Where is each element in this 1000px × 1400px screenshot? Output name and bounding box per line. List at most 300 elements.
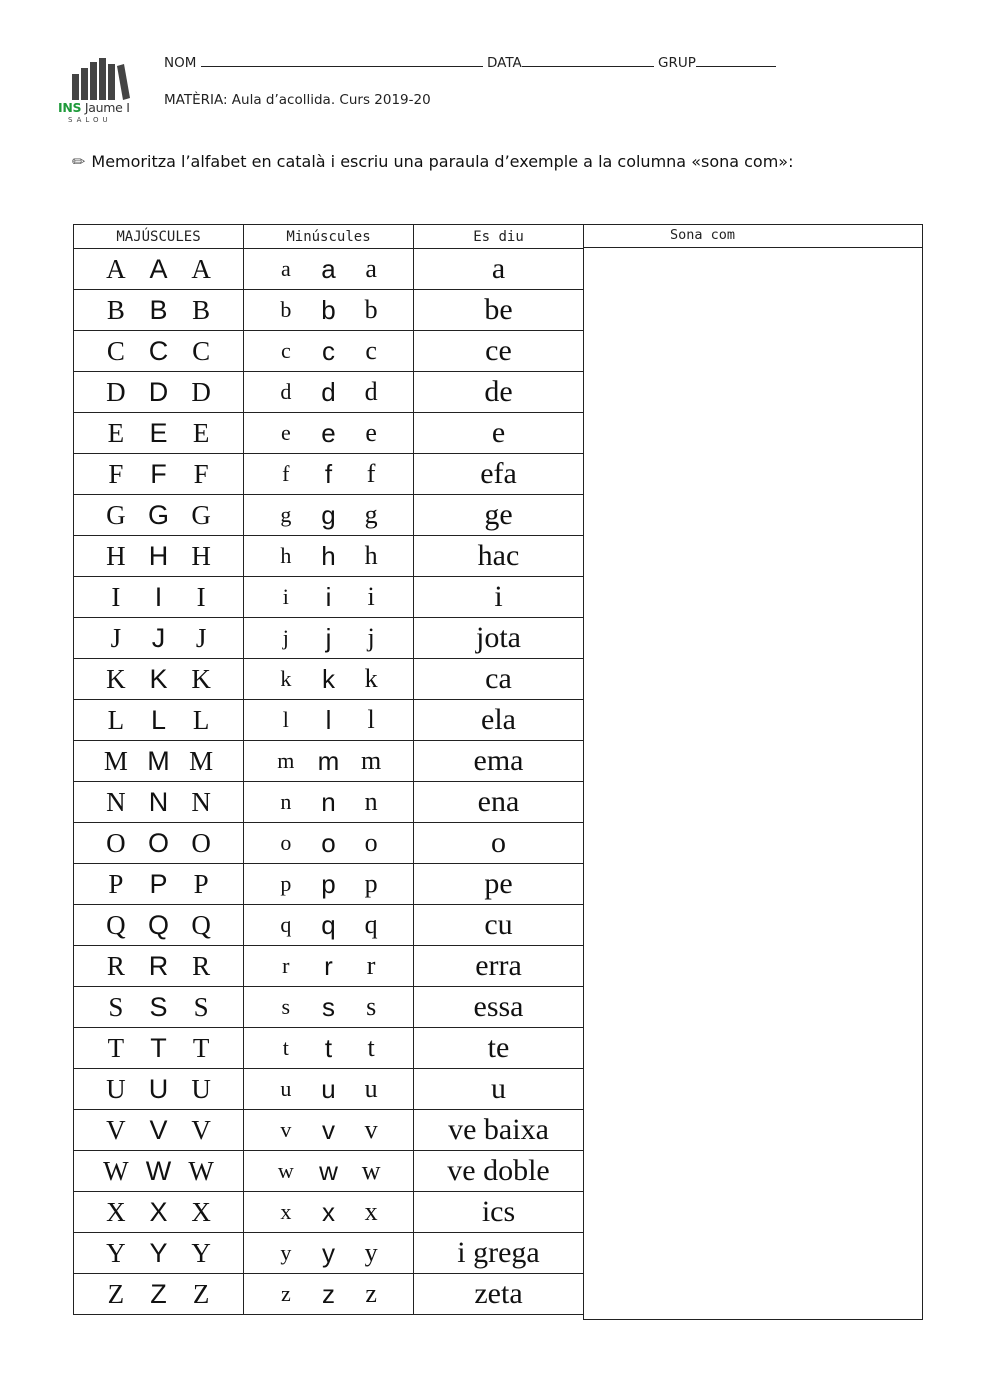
uppercase-letter-sans: V: [149, 1114, 168, 1145]
lowercase-cell: [244, 1192, 414, 1233]
uppercase-letter-serif: K: [191, 663, 211, 694]
lowercase-cell: [244, 987, 414, 1028]
lowercase-letter-serif: p: [364, 869, 378, 898]
table-row: [74, 577, 584, 618]
lowercase-cell: [244, 536, 414, 577]
lowercase-letter-sans: l: [325, 704, 332, 735]
lowercase-letter-serif: j: [367, 623, 375, 652]
lowercase-cell: [244, 741, 414, 782]
lowercase-cell: [244, 864, 414, 905]
letter-name-cell: [414, 618, 584, 659]
letter-name-cell: [414, 823, 584, 864]
header-majuscules: MAJÚSCULES: [74, 225, 244, 249]
table-row: [74, 413, 584, 454]
letter-name: i grega: [457, 1236, 540, 1269]
uppercase-letter-serif: M: [103, 745, 128, 776]
lowercase-letter-sans: o: [321, 827, 336, 858]
uppercase-letter-serif: N: [191, 786, 211, 817]
uppercase-letter-sans: B: [149, 294, 168, 325]
uppercase-letter-serif: U: [191, 1073, 211, 1104]
letter-name: ve baixa: [448, 1113, 549, 1146]
uppercase-cell: [74, 1233, 244, 1274]
table-row: [74, 372, 584, 413]
lowercase-letter-serif: d: [364, 377, 378, 406]
lowercase-letter-sans: a: [321, 253, 336, 284]
table-row: [74, 1151, 584, 1192]
logo-city: SALOU: [68, 116, 112, 124]
lowercase-letter-serif-small: i: [282, 584, 289, 609]
table-row: [74, 864, 584, 905]
lowercase-letter-sans: g: [321, 499, 336, 530]
uppercase-letter-sans: T: [150, 1032, 167, 1063]
header-minuscules: Minúscules: [244, 225, 414, 249]
uppercase-cell: [74, 1110, 244, 1151]
uppercase-letter-sans: C: [148, 335, 169, 366]
lowercase-letter-sans: s: [321, 991, 335, 1022]
uppercase-letter-serif: S: [193, 991, 209, 1022]
uppercase-letter-sans: K: [149, 663, 168, 694]
letter-name-cell: [414, 1233, 584, 1274]
lowercase-letter-serif-small: u: [280, 1076, 292, 1101]
lowercase-letter-serif-small: n: [280, 789, 292, 814]
uppercase-letter-sans: E: [149, 417, 168, 448]
lowercase-letter-serif-small: a: [280, 256, 291, 281]
uppercase-cell: [74, 823, 244, 864]
table-row: [74, 331, 584, 372]
uppercase-letter-sans: F: [150, 458, 167, 489]
table-row: [74, 823, 584, 864]
lowercase-letter-serif: h: [364, 541, 378, 570]
uppercase-cell: [74, 577, 244, 618]
uppercase-letter-sans: P: [149, 868, 168, 899]
table-row: [74, 946, 584, 987]
uppercase-cell: [74, 249, 244, 290]
books-logo-icon: [70, 58, 130, 102]
uppercase-letter-sans: Y: [149, 1237, 168, 1268]
lowercase-letter-serif-small: c: [280, 338, 291, 363]
lowercase-letter-serif-small: b: [280, 297, 292, 322]
uppercase-letter-serif: V: [106, 1114, 126, 1145]
lowercase-letter-serif-small: p: [280, 871, 292, 896]
lowercase-cell: [244, 823, 414, 864]
lowercase-letter-sans: i: [325, 581, 332, 612]
uppercase-letter-serif: N: [106, 786, 126, 817]
table-row: [74, 741, 584, 782]
uppercase-cell: [74, 987, 244, 1028]
uppercase-letter-serif: T: [107, 1032, 125, 1063]
table-row: [74, 1028, 584, 1069]
uppercase-cell: [74, 331, 244, 372]
nom-field[interactable]: [201, 54, 483, 67]
letter-name-cell: [414, 1274, 584, 1315]
lowercase-cell: [244, 1028, 414, 1069]
uppercase-letter-serif: Q: [106, 909, 126, 940]
uppercase-cell: [74, 454, 244, 495]
uppercase-letter-serif: Z: [107, 1278, 125, 1309]
lowercase-letter-serif-small: v: [280, 1117, 292, 1142]
uppercase-letter-serif: I: [196, 581, 206, 612]
table-row: [74, 1233, 584, 1274]
letter-name-cell: [414, 1151, 584, 1192]
lowercase-letter-sans: r: [324, 950, 333, 981]
sona-com-column: [583, 224, 923, 1320]
letter-name: erra: [475, 949, 522, 982]
uppercase-cell: [74, 1069, 244, 1110]
letter-name-cell: [414, 1192, 584, 1233]
uppercase-letter-serif: X: [106, 1196, 126, 1227]
lowercase-cell: [244, 331, 414, 372]
letter-name-cell: [414, 905, 584, 946]
lowercase-letter-sans: b: [321, 294, 336, 325]
lowercase-letter-serif: g: [364, 500, 378, 529]
uppercase-letter-serif: P: [108, 868, 124, 899]
uppercase-letter-serif: G: [106, 499, 126, 530]
uppercase-letter-serif: F: [193, 458, 209, 489]
uppercase-letter-serif: H: [191, 540, 211, 571]
uppercase-letter-sans: N: [148, 786, 169, 817]
lowercase-letter-sans: u: [321, 1073, 336, 1104]
uppercase-letter-sans: O: [147, 827, 169, 858]
header-sona-com: Sona com: [584, 225, 922, 248]
uppercase-letter-sans: I: [154, 581, 163, 612]
uppercase-letter-serif: J: [195, 622, 207, 653]
uppercase-letter-serif: A: [106, 253, 126, 284]
letter-name-cell: [414, 372, 584, 413]
lowercase-letter-serif-small: q: [280, 912, 292, 937]
lowercase-cell: [244, 1274, 414, 1315]
uppercase-cell: [74, 782, 244, 823]
uppercase-letter-serif: L: [107, 704, 125, 735]
uppercase-cell: [74, 1192, 244, 1233]
letter-name: hac: [477, 539, 520, 572]
letter-name: zeta: [474, 1277, 523, 1310]
lowercase-cell: [244, 1110, 414, 1151]
uppercase-letter-sans: L: [150, 704, 166, 735]
letter-name: be: [484, 293, 513, 326]
lowercase-letter-sans: k: [321, 663, 335, 694]
lowercase-letter-serif: c: [365, 336, 377, 365]
uppercase-letter-serif: C: [192, 335, 211, 366]
letter-name-cell: [414, 495, 584, 536]
table-row: [74, 782, 584, 823]
lowercase-letter-serif: u: [364, 1074, 378, 1103]
uppercase-letter-sans: Q: [147, 909, 169, 940]
letter-name-cell: [414, 782, 584, 823]
letter-name-cell: [414, 987, 584, 1028]
lowercase-letter-serif-small: d: [280, 379, 292, 404]
lowercase-letter-serif: l: [367, 705, 375, 734]
letter-name: a: [491, 252, 506, 285]
lowercase-letter-serif-small: e: [280, 420, 291, 445]
lowercase-letter-sans: f: [324, 458, 333, 489]
lowercase-letter-serif-small: x: [280, 1199, 292, 1224]
lowercase-cell: [244, 700, 414, 741]
instruction-text: Memoritza l’alfabet en català i escriu una paraula d’exemple a la columna «sona com»:: [91, 152, 794, 171]
lowercase-letter-serif-small: l: [282, 707, 289, 732]
lowercase-letter-serif: b: [364, 295, 378, 324]
table-row: [74, 905, 584, 946]
uppercase-letter-sans: S: [149, 991, 168, 1022]
lowercase-letter-serif-small: r: [282, 953, 290, 978]
uppercase-letter-serif: K: [106, 663, 126, 694]
lowercase-letter-serif: f: [366, 459, 376, 488]
data-field[interactable]: [522, 54, 654, 67]
uppercase-letter-serif: U: [106, 1073, 126, 1104]
lowercase-letter-serif-small: g: [280, 502, 292, 527]
table-row: [74, 618, 584, 659]
letter-name: u: [491, 1072, 506, 1105]
uppercase-letter-serif: L: [192, 704, 210, 735]
uppercase-letter-sans: W: [145, 1155, 172, 1186]
uppercase-letter-serif: X: [191, 1196, 211, 1227]
lowercase-letter-serif: q: [364, 910, 378, 939]
uppercase-cell: [74, 741, 244, 782]
letter-name: de: [484, 375, 513, 408]
lowercase-letter-sans: m: [317, 745, 340, 776]
uppercase-cell: [74, 1274, 244, 1315]
uppercase-letter-serif: M: [189, 745, 214, 776]
uppercase-cell: [74, 536, 244, 577]
lowercase-letter-sans: e: [321, 417, 336, 448]
nom-label: NOM: [164, 55, 197, 71]
lowercase-letter-sans: y: [321, 1237, 335, 1268]
uppercase-letter-sans: D: [148, 376, 169, 407]
lowercase-letter-sans: h: [321, 540, 336, 571]
lowercase-letter-serif-small: t: [282, 1035, 289, 1060]
table-row: [74, 536, 584, 577]
uppercase-letter-sans: A: [149, 253, 168, 284]
lowercase-letter-serif: y: [364, 1238, 378, 1267]
letter-name: cu: [484, 908, 513, 941]
letter-name-cell: [414, 1069, 584, 1110]
uppercase-letter-serif: Y: [106, 1237, 126, 1268]
data-label: DATA: [486, 55, 522, 71]
uppercase-cell: [74, 618, 244, 659]
lowercase-cell: [244, 946, 414, 987]
header-fields: [164, 54, 776, 71]
table-row: [74, 249, 584, 290]
lowercase-letter-serif-small: s: [281, 994, 291, 1019]
table-row: [74, 987, 584, 1028]
lowercase-letter-serif: t: [367, 1033, 375, 1062]
uppercase-letter-serif: R: [192, 950, 211, 981]
letter-name-cell: [414, 700, 584, 741]
uppercase-letter-serif: V: [191, 1114, 211, 1145]
uppercase-letter-serif: Y: [191, 1237, 211, 1268]
uppercase-letter-serif: G: [191, 499, 211, 530]
letter-name-cell: [414, 413, 584, 454]
letter-name: ce: [485, 334, 512, 367]
uppercase-cell: [74, 290, 244, 331]
lowercase-letter-sans: w: [319, 1155, 338, 1186]
lowercase-cell: [244, 290, 414, 331]
letter-name-cell: [414, 290, 584, 331]
uppercase-letter-serif: T: [192, 1032, 210, 1063]
uppercase-letter-serif: R: [106, 950, 125, 981]
lowercase-letter-sans: v: [321, 1114, 335, 1145]
uppercase-letter-serif: A: [191, 253, 211, 284]
table-row: [74, 700, 584, 741]
table-row: [74, 290, 584, 331]
letter-name-cell: [414, 741, 584, 782]
logo-text: INS Jaume I: [58, 100, 130, 115]
letter-name-cell: [414, 536, 584, 577]
lowercase-letter-serif-small: o: [280, 830, 292, 855]
uppercase-letter-sans: U: [148, 1073, 169, 1104]
uppercase-cell: [74, 495, 244, 536]
uppercase-cell: [74, 946, 244, 987]
uppercase-letter-serif: D: [191, 376, 211, 407]
uppercase-cell: [74, 700, 244, 741]
lowercase-letter-sans: p: [321, 868, 336, 899]
uppercase-letter-serif: B: [192, 294, 211, 325]
table-row: [74, 1110, 584, 1151]
lowercase-letter-serif-small: k: [280, 666, 292, 691]
letter-name: i: [494, 580, 503, 613]
lowercase-cell: [244, 454, 414, 495]
lowercase-letter-serif: w: [361, 1156, 381, 1185]
uppercase-letter-serif: W: [188, 1155, 214, 1186]
letter-name-cell: [414, 1110, 584, 1151]
letter-name: jota: [476, 621, 521, 654]
table-row: [74, 1069, 584, 1110]
uppercase-cell: [74, 1028, 244, 1069]
lowercase-letter-serif-small: z: [280, 1281, 291, 1306]
uppercase-letter-sans: R: [148, 950, 169, 981]
letter-name: ca: [485, 662, 512, 695]
letter-name: essa: [473, 990, 524, 1023]
lowercase-cell: [244, 249, 414, 290]
lowercase-cell: [244, 495, 414, 536]
letter-name-cell: [414, 331, 584, 372]
letter-name-cell: [414, 577, 584, 618]
lowercase-cell: [244, 413, 414, 454]
uppercase-cell: [74, 372, 244, 413]
alphabet-table: [73, 224, 584, 1315]
uppercase-letter-sans: M: [147, 745, 170, 776]
lowercase-letter-serif: a: [365, 254, 377, 283]
uppercase-letter-sans: J: [151, 622, 166, 653]
uppercase-letter-serif: D: [106, 376, 126, 407]
lowercase-letter-sans: x: [321, 1196, 335, 1227]
letter-name-cell: [414, 1028, 584, 1069]
lowercase-letter-serif: m: [361, 746, 382, 775]
lowercase-cell: [244, 372, 414, 413]
table-row: [74, 1192, 584, 1233]
uppercase-letter-serif: P: [193, 868, 209, 899]
lowercase-cell: [244, 905, 414, 946]
lowercase-cell: [244, 1069, 414, 1110]
uppercase-cell: [74, 413, 244, 454]
lowercase-cell: [244, 659, 414, 700]
table-row: [74, 659, 584, 700]
lowercase-letter-serif: z: [365, 1279, 377, 1308]
lowercase-letter-sans: j: [325, 622, 332, 653]
lowercase-letter-serif-small: j: [282, 625, 289, 650]
letter-name: efa: [480, 457, 517, 490]
lowercase-letter-serif: o: [364, 828, 378, 857]
lowercase-letter-serif-small: m: [277, 748, 295, 773]
lowercase-letter-sans: t: [324, 1032, 333, 1063]
lowercase-letter-serif: n: [364, 787, 378, 816]
letter-name-cell: [414, 864, 584, 905]
letter-name: ema: [473, 744, 524, 777]
header-es-diu: Es diu: [414, 225, 584, 249]
uppercase-cell: [74, 864, 244, 905]
uppercase-letter-serif: O: [106, 827, 126, 858]
letter-name-cell: [414, 249, 584, 290]
uppercase-letter-sans: G: [147, 499, 169, 530]
lowercase-letter-serif-small: f: [282, 461, 290, 486]
uppercase-letter-serif: W: [103, 1155, 129, 1186]
uppercase-letter-serif: O: [191, 827, 211, 858]
school-logo: [58, 58, 150, 130]
lowercase-letter-sans: z: [321, 1278, 335, 1309]
uppercase-letter-serif: E: [192, 417, 210, 448]
letter-name: ve doble: [447, 1154, 550, 1187]
lowercase-letter-sans: d: [321, 376, 336, 407]
table-row: [74, 1274, 584, 1315]
letter-name: ena: [477, 785, 520, 818]
uppercase-letter-serif: S: [108, 991, 124, 1022]
uppercase-letter-serif: J: [110, 622, 122, 653]
lowercase-cell: [244, 782, 414, 823]
lowercase-letter-serif: r: [366, 951, 376, 980]
lowercase-letter-sans: n: [321, 786, 336, 817]
lowercase-letter-serif: k: [364, 664, 378, 693]
lowercase-cell: [244, 577, 414, 618]
uppercase-letter-sans: X: [149, 1196, 168, 1227]
lowercase-letter-serif: i: [367, 582, 375, 611]
lowercase-letter-sans: c: [321, 335, 335, 366]
table-row: [74, 495, 584, 536]
letter-name: te: [487, 1031, 510, 1064]
lowercase-letter-sans: q: [321, 909, 336, 940]
lowercase-letter-serif: e: [365, 418, 377, 447]
uppercase-letter-sans: H: [148, 540, 169, 571]
uppercase-letter-serif: Z: [192, 1278, 210, 1309]
lowercase-letter-serif: v: [364, 1115, 378, 1144]
letter-name-cell: [414, 946, 584, 987]
uppercase-letter-sans: Z: [150, 1278, 167, 1309]
letter-name: e: [491, 416, 506, 449]
uppercase-cell: [74, 905, 244, 946]
uppercase-letter-serif: F: [108, 458, 124, 489]
letter-name: ela: [481, 703, 516, 736]
lowercase-cell: [244, 1151, 414, 1192]
lowercase-letter-serif-small: y: [280, 1240, 292, 1265]
letter-name: ics: [481, 1195, 516, 1228]
letter-name-cell: [414, 659, 584, 700]
grup-field[interactable]: [696, 54, 776, 67]
lowercase-letter-serif: s: [366, 992, 377, 1021]
lowercase-letter-serif-small: w: [277, 1158, 294, 1183]
lowercase-cell: [244, 618, 414, 659]
sona-com-writing-area[interactable]: [584, 248, 922, 1318]
uppercase-letter-serif: C: [106, 335, 125, 366]
materia-text: MATÈRIA: Aula d’acollida. Curs 2019-20: [164, 92, 431, 108]
letter-name-cell: [414, 454, 584, 495]
uppercase-letter-serif: I: [111, 581, 121, 612]
lowercase-letter-serif: x: [364, 1197, 378, 1226]
lowercase-letter-serif-small: h: [280, 543, 292, 568]
letter-name: o: [491, 826, 506, 859]
uppercase-letter-serif: H: [106, 540, 126, 571]
uppercase-letter-serif: E: [107, 417, 125, 448]
letter-name: ge: [484, 498, 513, 531]
table-row: [74, 454, 584, 495]
lowercase-cell: [244, 1233, 414, 1274]
